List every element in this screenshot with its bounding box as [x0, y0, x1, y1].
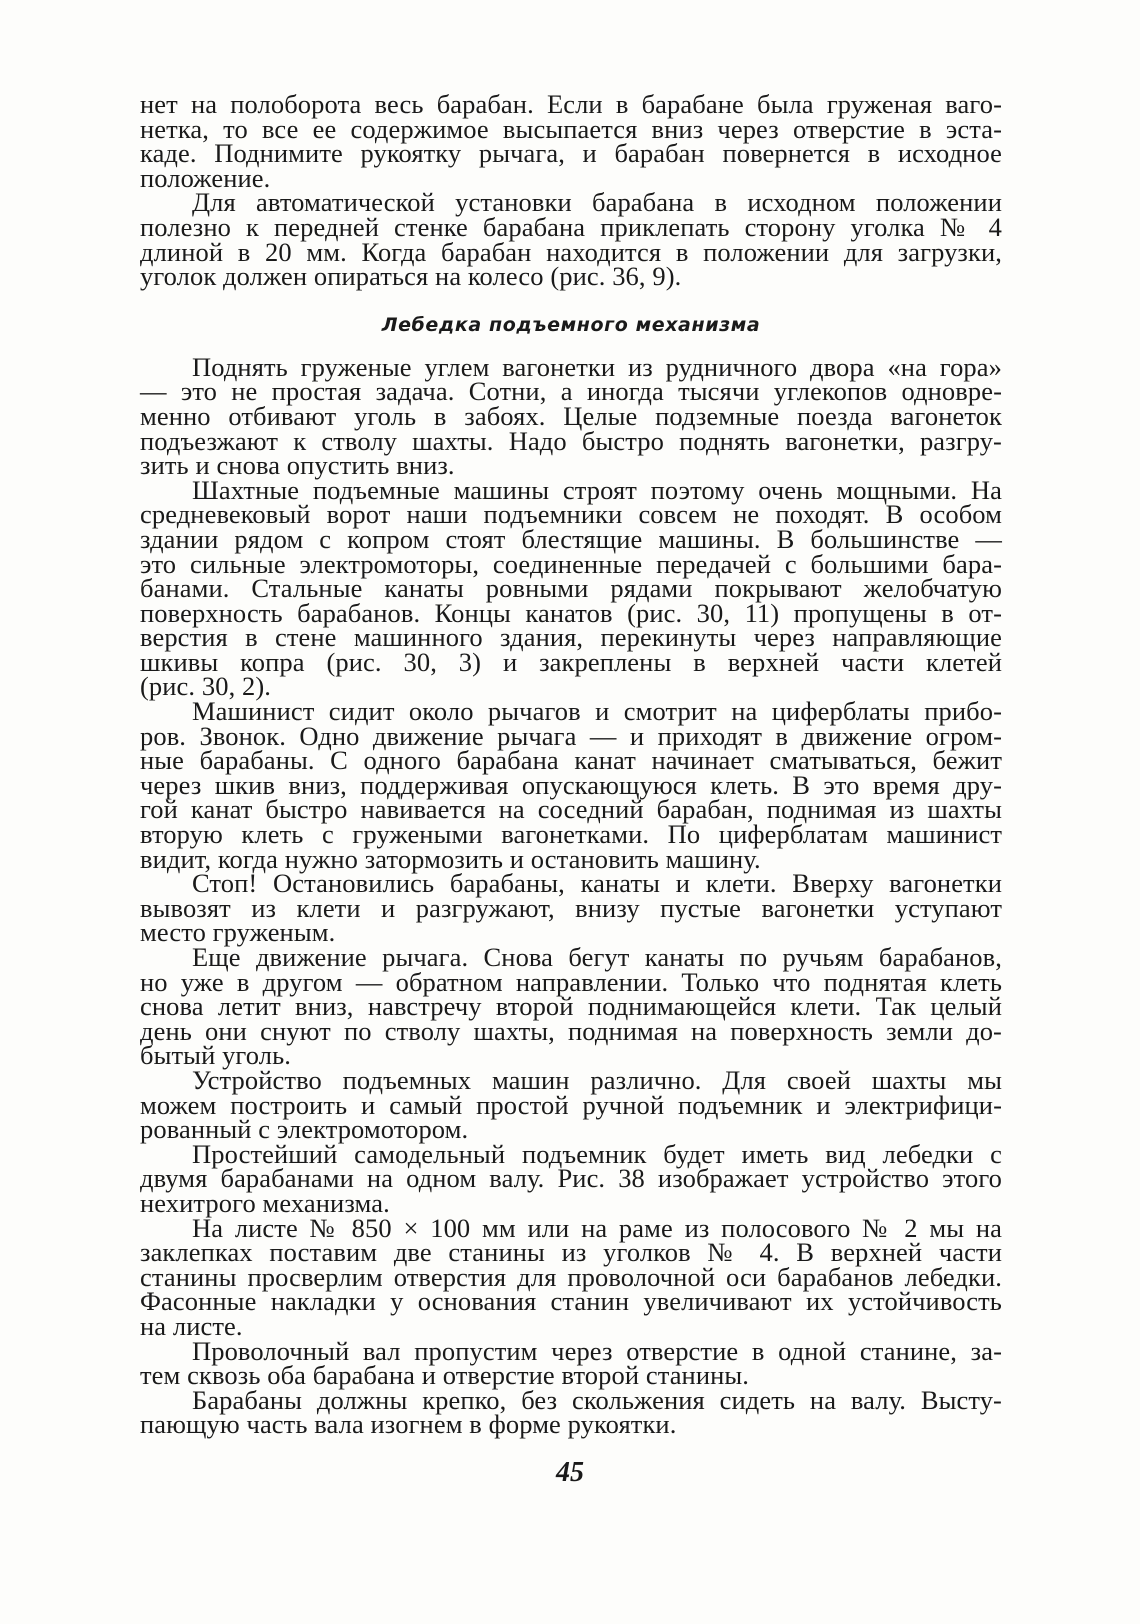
section-heading: Лебедка подъемного механизма — [381, 313, 761, 336]
text-line: день они снуют по стволу шахты, поднимая на поверхность земли до- — [140, 1015, 1002, 1046]
page-number: 45 — [556, 1457, 584, 1488]
text-line: место груженым. — [140, 917, 336, 948]
text-line: Простейший самодельный подъемник будет иметь вид лебедки с — [192, 1138, 1002, 1169]
text-line: Поднять груженые углем вагонетки из рудничного двора «на гора» — [192, 351, 1002, 382]
text-line: заклепках поставим две станины из уголков № 4. В верхней части — [140, 1237, 1002, 1268]
text-line: это сильные электромоторы, соединенные передачей с большими бара- — [140, 548, 1002, 579]
text-line: на листе. — [140, 1310, 243, 1341]
text-line: менно отбивают уголь в забоях. Целые подземные поезда вагонеток — [140, 400, 1002, 431]
text-line: (рис. 30, 2). — [140, 671, 272, 702]
text-line: бытый уголь. — [140, 1040, 291, 1071]
text-line: На листе № 850 × 100 мм или на раме из полосового № 2 мы на — [192, 1212, 1002, 1243]
text-line: нетка, то все ее содержимое высыпается вниз через отверстие в эста- — [140, 113, 1002, 144]
text-line: видит, когда нужно затормозить и остановить машину. — [140, 843, 761, 874]
text-line: вторую клеть с гружеными вагонетками. По циферблатам машинист — [140, 819, 1002, 850]
text-line: Шахтные подъемные машины строят поэтому очень мощными. На — [192, 474, 1002, 505]
text-line: зить и снова опустить вниз. — [140, 450, 455, 481]
text-line: гой канат быстро навивается на соседний барабан, поднимая из шахты — [140, 794, 1002, 825]
text-line: Еще движение рычага. Снова бегут канаты по ручьям барабанов, — [192, 942, 1002, 972]
text-line: Фасонные накладки у основания станин увеличивают их устойчивость — [140, 1286, 1002, 1317]
text-line: Машинист сидит около рычагов и смотрит на циферблаты прибо- — [192, 696, 1002, 727]
text-line: поверхность барабанов. Концы канатов (рис. 30, 11) пропущены в от- — [140, 597, 1002, 628]
text-line: станины просверлим отверстия для проволочной оси барабанов лебедки. — [140, 1261, 1002, 1292]
text-line: нет на полоборота весь барабан. Если в барабане была груженая ваго- — [140, 89, 1002, 119]
text-line: пающую часть вала изогнем в форме рукоятки. — [140, 1409, 677, 1440]
text-line: верстия в стене машинного здания, перекинуты через направляющие — [140, 622, 1002, 653]
text-line: уголок должен опираться на колесо (рис. 36, 9). — [140, 261, 682, 292]
text-line: Проволочный вал пропустим через отверстие в одной станине, за- — [192, 1335, 1002, 1366]
text-line: рованный с электромотором. — [140, 1114, 469, 1145]
text-line: подъезжают к стволу шахты. Надо быстро поднять вагонетки, разгру- — [140, 425, 1002, 456]
text-line: — это не простая задача. Сотни, а иногда тысячи углекопов одновре- — [140, 376, 1002, 407]
text-column — [140, 89, 1002, 1440]
text-line: ные барабаны. С одного барабана канат начинает сматываться, бежит — [140, 745, 1002, 776]
text-line: полезно к передней стенке барабана приклепать сторону уголка № 4 — [140, 211, 1002, 242]
text-line: вывозят из клети и разгружают, внизу пустые вагонетки уступают — [140, 892, 1002, 923]
text-line: через шкив вниз, поддерживая опускающуюся клеть. В это время дру- — [140, 769, 1002, 800]
text-line: Барабаны должны крепко, без скольжения сидеть на валу. Высту- — [192, 1384, 1002, 1415]
text-line: ров. Звонок. Одно движение рычага — и приходят в движение огром- — [140, 720, 1002, 751]
text-line: шкивы копра (рис. 30, 3) и закреплены в верхней части клетей — [140, 646, 1002, 677]
text-line: но уже в другом — обратном направлении. Только что поднятая клеть — [140, 966, 1002, 997]
text-line: каде. Поднимите рукоятку рычага, и барабан повернется в исходное — [140, 138, 1002, 169]
text-line: снова летит вниз, навстречу второй поднимающейся клети. Так целый — [140, 991, 1002, 1022]
text-line: можем построить и самый простой ручной подъемник и электрифици- — [140, 1089, 1002, 1120]
text-line: средневековый ворот наши подъемники совсем не походят. В особом — [140, 499, 1002, 530]
text-line: длиной в 20 мм. Когда барабан находится в положении для загрузки, — [140, 236, 1002, 267]
text-line: тем сквозь оба барабана и отверстие второй станины. — [140, 1360, 750, 1391]
intro-paragraphs — [140, 89, 1002, 292]
text-line: нехитрого механизма. — [140, 1187, 390, 1218]
text-line: положение. — [140, 162, 271, 193]
text-line: Устройство подъемных машин различно. Для своей шахты мы — [192, 1064, 1002, 1095]
text-line: двумя барабанами на одном валу. Рис. 38 изображает устройство этого — [140, 1163, 1002, 1194]
text-line: Стоп! Остановились барабаны, канаты и клети. Вверху вагонетки — [192, 868, 1002, 899]
text-line: Для автоматической установки барабана в исходном положении — [192, 187, 1002, 218]
text-line: здании рядом с копром стоят блестящие машины. В большинстве — — [140, 523, 1002, 554]
body-paragraphs — [140, 351, 1002, 1440]
text-line: банами. Стальные канаты ровными рядами покрывают желобчатую — [140, 573, 1002, 604]
